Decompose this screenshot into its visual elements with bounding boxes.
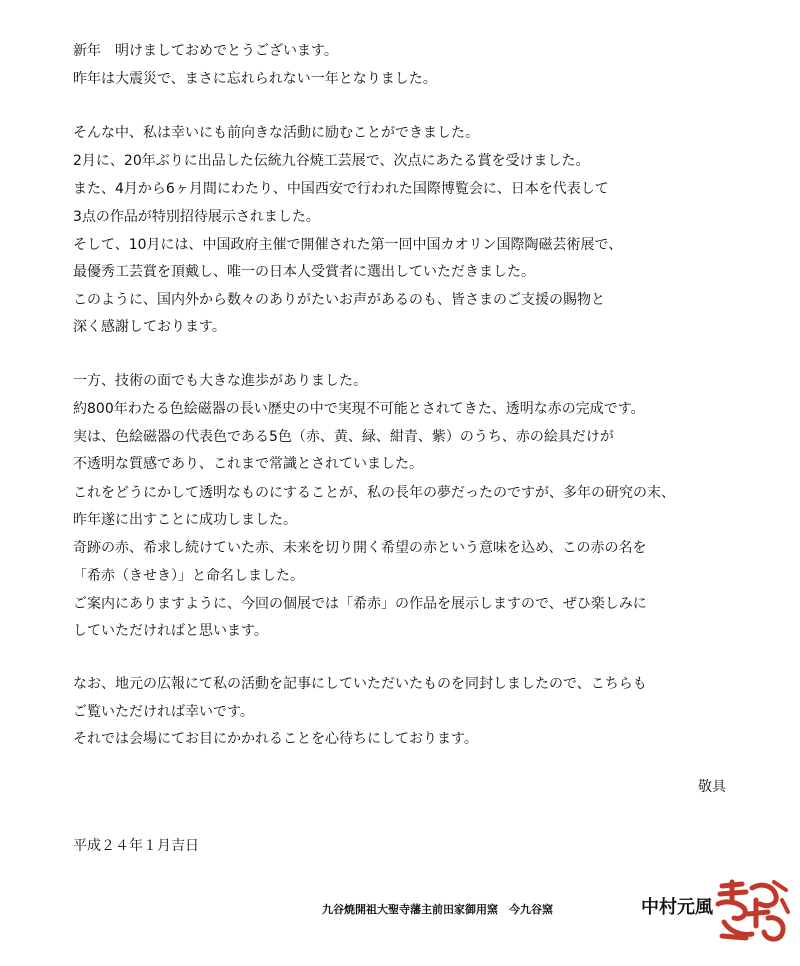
letter-line: 昨年遂に出すことに成功しました。	[73, 512, 297, 528]
letter-line: そして、10月には、中国政府主催で開催された第一回中国カオリン国際陶磁芸術展で、	[73, 237, 623, 253]
letter-line: 約800年わたる色絵磁器の長い歴史の中で実現不可能とされてきた、透明な赤の完成です。	[73, 401, 645, 417]
letter-line: 不透明な質感であり、これまで常識とされていました。	[73, 456, 423, 472]
letter-line: これをどうにかして透明なものにすることが、私の長年の夢だったのですが、多年の研究の末、	[73, 485, 675, 501]
letter-line: 3点の作品が特別招待展示されました。	[73, 209, 320, 225]
letter-line: 新年 明けましておめでとうございます。	[73, 43, 338, 59]
letter-line: 2月に、20年ぶりに出品した伝統九谷焼工芸展で、次点にあたる賞を受けました。	[73, 153, 590, 169]
letter-line: 奇跡の赤、希求し続けていた赤、未来を切り開く希望の赤という意味を込め、この赤の名を	[73, 540, 647, 556]
letter-date: 平成２４年１月吉日	[73, 838, 199, 854]
letter-line: また、4月から6ヶ月間にわたり、中国西安で行われた国際博覧会に、日本を代表して	[73, 181, 609, 197]
letter-line: 実は、色絵磁器の代表色である5色（赤、黄、緑、紺青、紫）のうち、赤の絵具だけが	[73, 429, 614, 445]
closing-remark: 敬具	[698, 779, 726, 795]
signer-name: 中村元風	[641, 897, 713, 918]
kiln-affiliation: 九谷焼開祖大聖寺藩主前田家御用窯 今九谷窯	[322, 903, 553, 916]
letter-line: 一方、技術の面でも大きな進歩がありました。	[73, 373, 367, 389]
letter-line: ご案内にありますように、今回の個展では「希赤」の作品を展示しますので、ぜひ楽しみに	[73, 596, 647, 612]
letter-line: 最優秀工芸賞を頂戴し、唯一の日本人受賞者に選出していただきました。	[73, 264, 535, 280]
letter-line: そんな中、私は幸いにも前向きな活動に励むことができました。	[73, 125, 479, 141]
letter-line: 「希赤（きせき）」と命名しました。	[73, 568, 304, 584]
letter-line: ご覧いただければ幸いです。	[73, 704, 254, 720]
letter-line: 深く感謝しております。	[73, 319, 226, 335]
letter-line: それでは会場にてお目にかかれることを心待ちにしております。	[73, 731, 478, 747]
letter-line: なお、地元の広報にて私の活動を記事にしていただいたものを同封しましたので、こちらも	[73, 676, 647, 692]
artist-seal-icon	[712, 878, 792, 946]
letter-line: このように、国内外から数々のありがたいお声があるのも、皆さまのご支援の賜物と	[73, 292, 605, 308]
letter-line: 昨年は大震災で、まさに忘れられない一年となりました。	[73, 71, 437, 87]
letter-line: していただければと思います。	[73, 623, 268, 639]
